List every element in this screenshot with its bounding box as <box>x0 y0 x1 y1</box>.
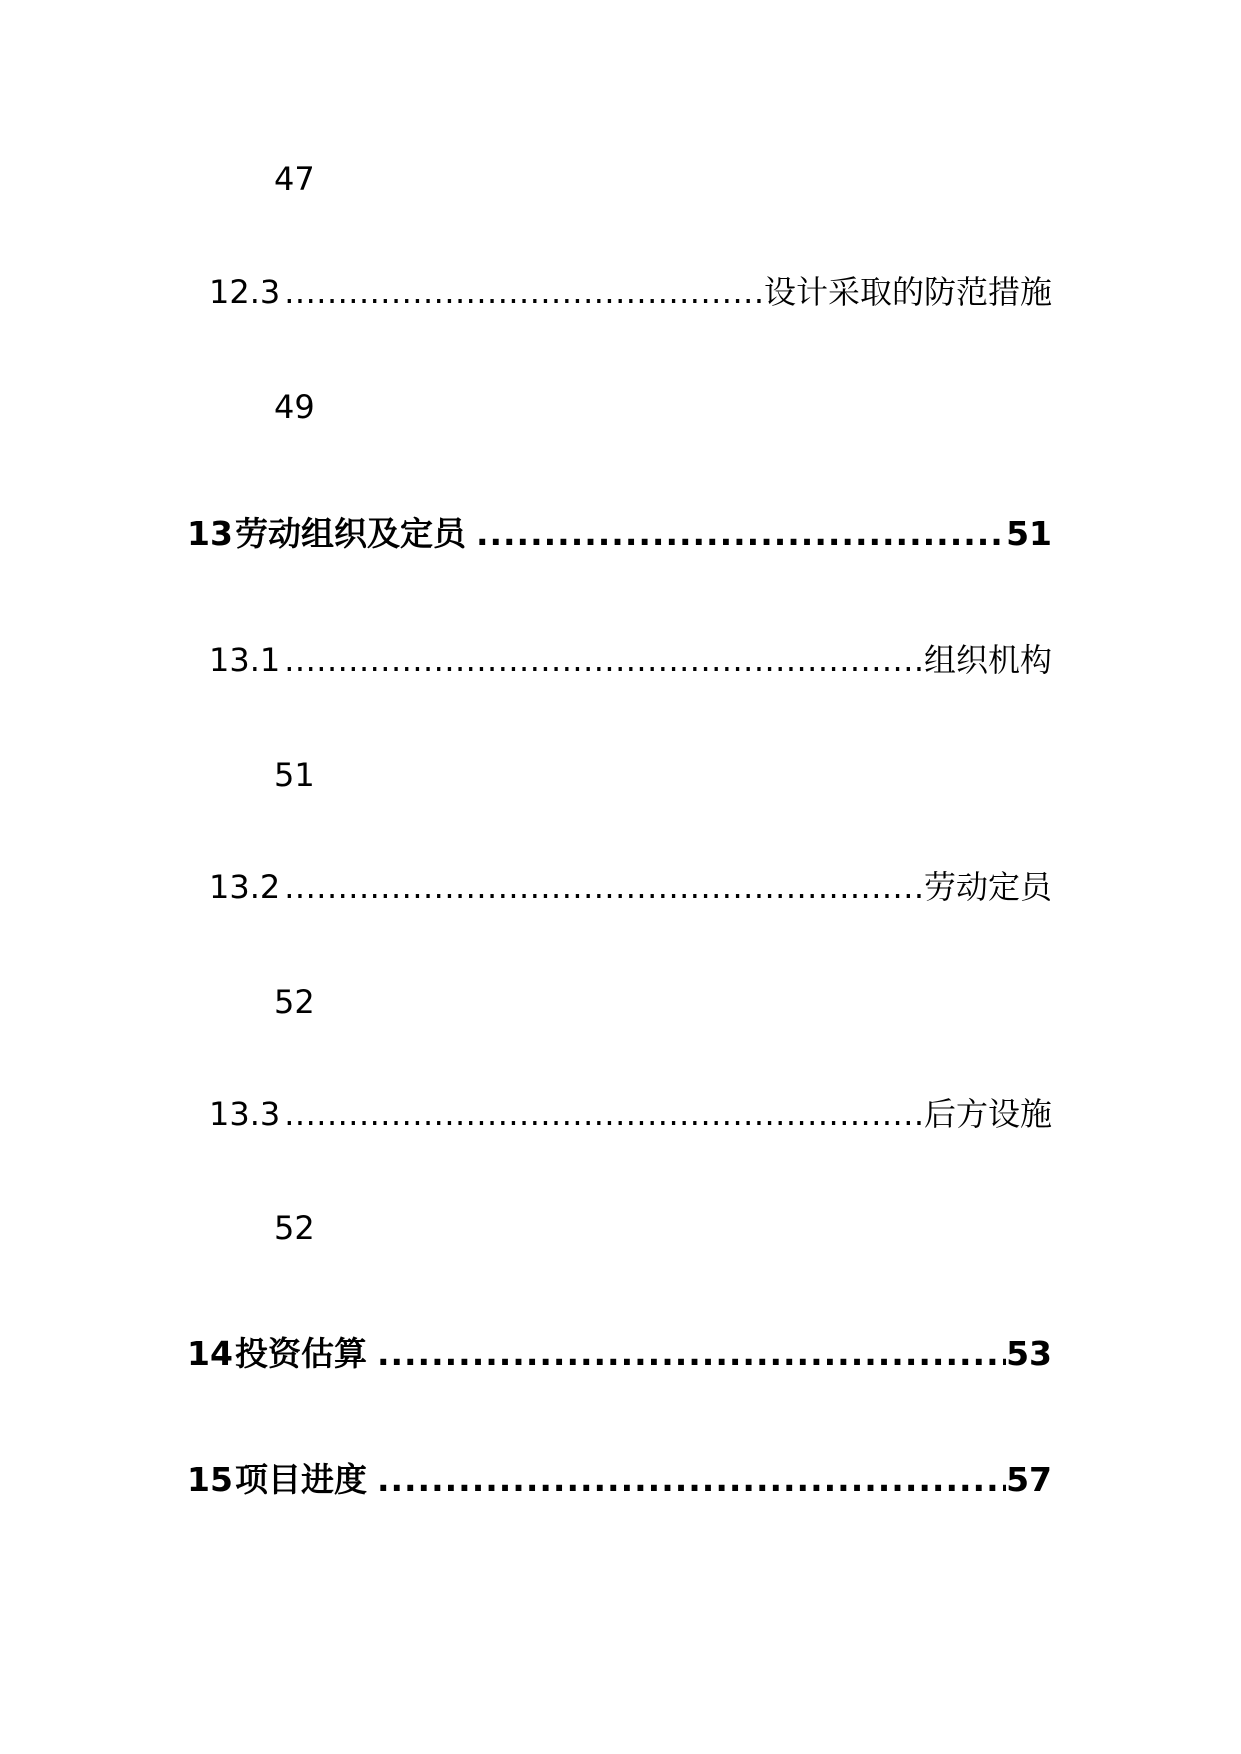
toc-chapter-number: 13 <box>187 514 233 553</box>
toc-chapter-page-number: 53 <box>1006 1334 1052 1373</box>
toc-entry-title: 设计采取的防范措施 <box>763 273 1052 311</box>
toc-entry-12-3[interactable] <box>209 273 1052 311</box>
dot-leader <box>284 871 924 903</box>
toc-entry-13-1-page-number: 51 <box>274 756 315 794</box>
dot-leader <box>377 1337 1006 1370</box>
toc-entry-12-3-page-number: 49 <box>274 388 315 426</box>
toc-chapter-14[interactable] <box>187 1334 1052 1373</box>
dot-leader <box>284 644 924 676</box>
toc-chapter-number: 15 <box>187 1460 233 1499</box>
toc-chapter-title: 投资估算 <box>234 1334 367 1373</box>
toc-chapter-title: 项目进度 <box>234 1460 367 1499</box>
toc-chapter-13[interactable] <box>187 514 1052 553</box>
dot-leader <box>377 1463 1006 1496</box>
toc-entry-12-2-page-number: 47 <box>274 160 315 198</box>
toc-chapter-page-number: 57 <box>1006 1460 1052 1499</box>
toc-entry-number: 13.2 <box>209 868 281 906</box>
toc-entry-title: 劳动定员 <box>923 868 1052 906</box>
toc-chapter-15[interactable] <box>187 1460 1052 1499</box>
toc-chapter-title: 劳动组织及定员 <box>234 514 466 553</box>
toc-chapter-page-number: 51 <box>1006 514 1052 553</box>
dot-leader <box>476 517 1006 550</box>
toc-entry-title: 后方设施 <box>923 1095 1052 1133</box>
toc-entry-number: 13.3 <box>209 1095 281 1133</box>
toc-entry-13-3-page-number: 52 <box>274 1209 315 1247</box>
toc-entry-number: 13.1 <box>209 641 281 679</box>
toc-entry-title: 组织机构 <box>923 641 1052 679</box>
dot-leader <box>284 276 764 308</box>
toc-entry-13-1[interactable] <box>209 641 1052 679</box>
toc-entry-number: 12.3 <box>209 273 281 311</box>
toc-entry-13-2-page-number: 52 <box>274 983 315 1021</box>
toc-entry-13-3[interactable] <box>209 1095 1052 1133</box>
dot-leader <box>284 1098 924 1130</box>
toc-chapter-number: 14 <box>187 1334 233 1373</box>
toc-entry-13-2[interactable] <box>209 868 1052 906</box>
